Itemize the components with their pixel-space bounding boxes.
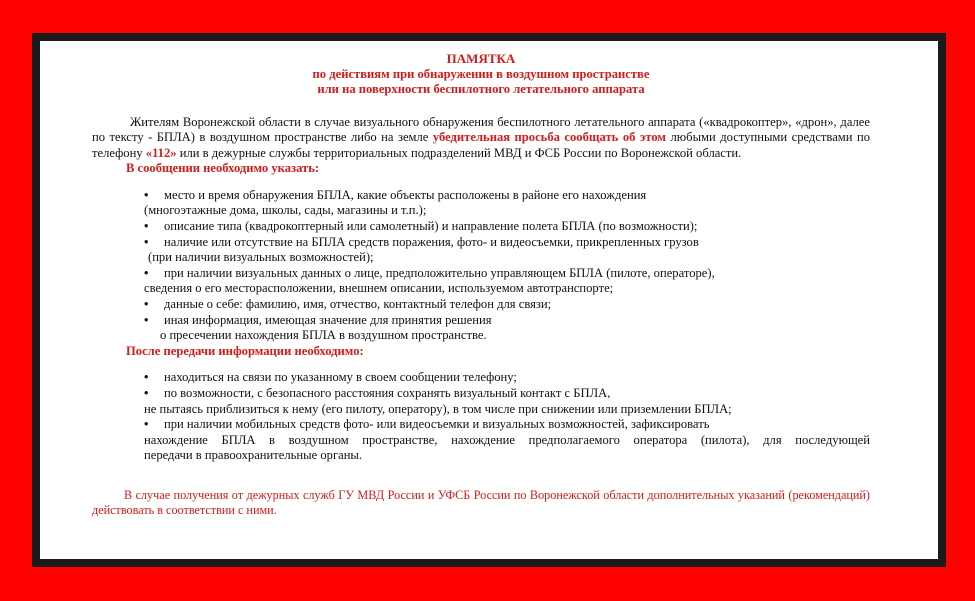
list-item-continuation: нахождение БПЛА в воздушном пространстве, нахождение предполагаемого оператора (пилота), для последующей bbox=[144, 432, 870, 447]
list-item: • описание типа (квадрокоптерный или самолетный) и направление полета БПЛА (по возможности); bbox=[144, 219, 870, 235]
final-note: В случае получения от дежурных служб ГУ МВД России и УФСБ России по Воронежской области дополнительных указаний (рекомендаций) действовать в соответствии с ними. bbox=[92, 487, 870, 518]
list-item: • данные о себе: фамилию, имя, отчество, контактный телефон для связи; bbox=[144, 297, 870, 313]
intro-highlight: убедительная просьба сообщать об этом bbox=[432, 130, 666, 145]
list-item: • иная информация, имеющая значение для принятия решения bbox=[144, 313, 870, 329]
intro-text-1: Жителям Воронежской области в случае визуального обнаружения беспилотного летательного аппарата («квадрокоптер», «дрон», далее по тексту - БПЛА) в воздушном пространстве либо на земле bbox=[92, 114, 870, 145]
intro-phone: «112» bbox=[145, 145, 177, 160]
list-item-continuation: (при наличии визуальных возможностей); bbox=[148, 250, 374, 265]
list-item: • наличие или отсутствие на БПЛА средств поражения, фото- и видеосъемки, прикрепленных грузов bbox=[144, 235, 870, 251]
intro-paragraph bbox=[92, 115, 870, 162]
list-item-continuation: (многоэтажные дома, школы, сады, магазины и т.п.); bbox=[144, 203, 427, 218]
list-item: • при наличии мобильных средств фото- или видеосъемки и визуальных возможностей, зафиксировать bbox=[144, 417, 870, 433]
list-item-continuation: о пресечении нахождения БПЛА в воздушном пространстве. bbox=[160, 328, 487, 343]
memo-content bbox=[92, 51, 870, 519]
list-item-continuation: сведения о его месторасположении, внешнем описании, используемом автотранспорте; bbox=[144, 281, 614, 296]
list-item: • находиться на связи по указанному в своем сообщении телефону; bbox=[144, 370, 870, 386]
section1-list bbox=[144, 188, 870, 344]
poster-frame bbox=[32, 33, 946, 567]
title-line-1: по действиям при обнаружении в воздушном пространстве bbox=[312, 66, 650, 81]
intro-text-3: или в дежурные службы территориальных подразделений МВД и ФСБ России по Воронежской области. bbox=[176, 145, 742, 160]
list-item: • место и время обнаружения БПЛА, какие объекты расположены в районе его нахождения bbox=[144, 188, 870, 204]
section1-heading: В сообщении необходимо указать: bbox=[126, 161, 320, 176]
list-item-continuation: передачи в правоохранительные органы. bbox=[144, 448, 363, 463]
title-heading: ПАМЯТКА bbox=[446, 51, 516, 66]
memo-sheet bbox=[40, 41, 938, 559]
memo-title bbox=[92, 51, 870, 98]
list-item-continuation: не пытаясь приблизиться к нему (его пилоту, оператору), в том числе при снижении или приземлении БПЛА; bbox=[144, 401, 732, 416]
section2-list bbox=[144, 370, 870, 464]
intro-text-2: любыми доступными средствами по телефону bbox=[92, 130, 871, 160]
list-item: • при наличии визуальных данных о лице, предположительно управляющем БПЛА (пилоте, операторе), bbox=[144, 266, 870, 282]
list-item: • по возможности, с безопасного расстояния сохранять визуальный контакт с БПЛА, bbox=[144, 386, 870, 402]
title-line-2: или на поверхности беспилотного летательного аппарата bbox=[317, 82, 645, 96]
section2-heading: После передачи информации необходимо: bbox=[126, 343, 364, 358]
